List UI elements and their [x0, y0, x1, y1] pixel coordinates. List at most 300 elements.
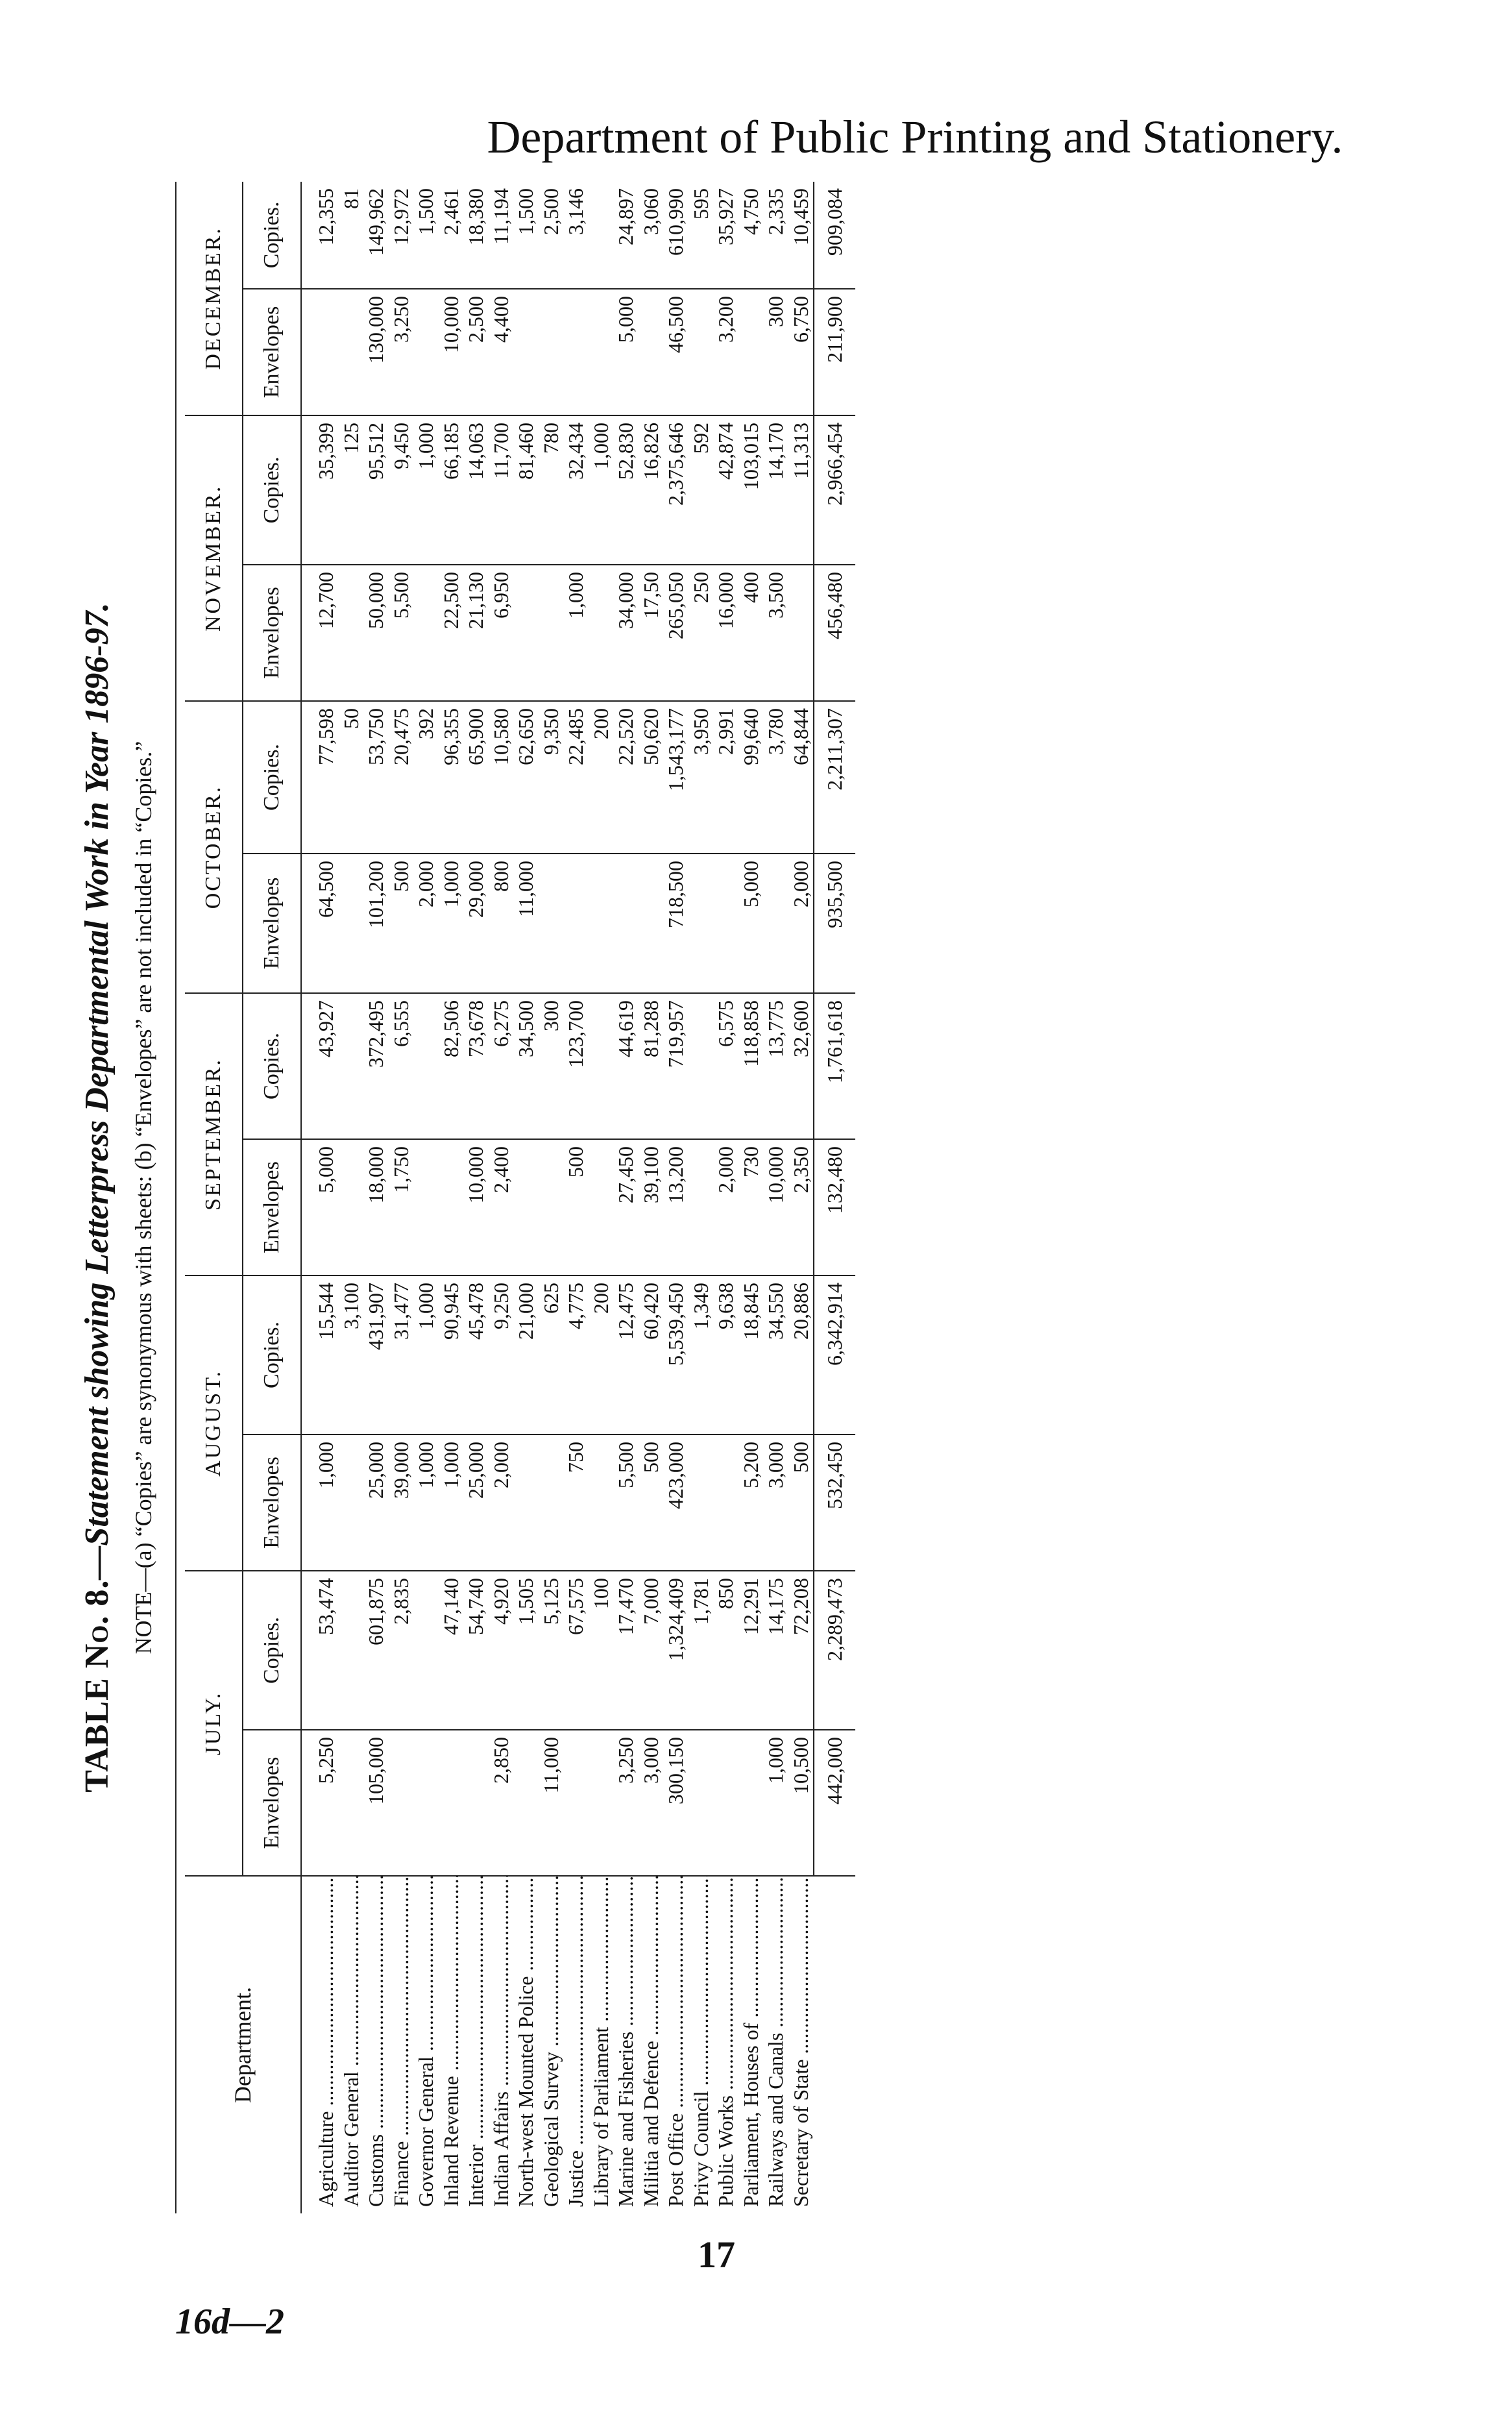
envelopes-cell: 250: [689, 565, 714, 701]
department-name-cell: [413, 1876, 439, 2213]
envelopes-cell: [513, 1730, 539, 1876]
envelopes-cell: 800: [489, 854, 514, 993]
envelopes-cell: 105,000: [363, 1730, 389, 1876]
department-name-cell: [738, 1876, 764, 2213]
copies-header: Copies.: [243, 701, 301, 854]
envelopes-cell: [563, 854, 589, 993]
envelopes-cell: 500: [639, 1434, 664, 1571]
envelopes-cell: 1,000: [563, 565, 589, 701]
copies-cell: 34,550: [763, 1275, 788, 1434]
table-row: [689, 182, 714, 2213]
department-name-cell: [713, 1876, 738, 2213]
copies-cell: 17,470: [613, 1571, 639, 1730]
copies-cell: 6,555: [389, 993, 414, 1139]
department-name: Public Works .....: [714, 1876, 737, 2207]
copies-cell: 3,146: [564, 188, 587, 235]
copies-cell: 62,650: [513, 701, 539, 854]
top-rule: [175, 182, 177, 2213]
copies-header: Copies.: [243, 182, 301, 289]
copies-cell: 200: [589, 1275, 614, 1434]
copies-cell: 18,845: [738, 1275, 764, 1434]
envelopes-cell: 1,000: [413, 1434, 439, 1571]
envelopes-cell: 1,000: [763, 1730, 788, 1876]
envelopes-cell: [463, 1730, 489, 1876]
envelopes-cell: [539, 1139, 564, 1275]
copies-cell: 149,962: [364, 188, 387, 256]
envelopes-cell: [763, 854, 788, 993]
copies-cell: 3,060: [639, 188, 663, 235]
envelopes-cell: [439, 1139, 464, 1275]
envelopes-cell: 500: [389, 854, 414, 993]
copies-cell: 200: [589, 701, 614, 854]
envelopes-cell: [513, 1139, 539, 1275]
envelopes-cell: 3,250: [389, 289, 414, 415]
envelopes-cell: [339, 1434, 364, 1571]
table-row: [363, 182, 389, 2213]
envelopes-cell: 2,000: [713, 1139, 738, 1275]
copies-cell: 72,208: [788, 1571, 814, 1730]
department-name-cell: [689, 1876, 714, 2213]
copies-cell: 12,972: [389, 188, 413, 245]
envelopes-cell: [301, 289, 339, 415]
table-row: [489, 182, 514, 2213]
envelopes-cell: 3,000: [639, 1730, 664, 1876]
table-row: [413, 182, 439, 2213]
copies-cell: [689, 993, 714, 1139]
table-row: [663, 182, 689, 2213]
copies-cell: 50,620: [639, 701, 664, 854]
table-row: [339, 182, 364, 2213]
table-row: [639, 182, 664, 2213]
envelopes-cell: 750: [563, 1434, 589, 1571]
copies-cell: 2,335: [764, 188, 787, 235]
envelopes-cell: 423,000: [663, 1434, 689, 1571]
envelopes-cell: [513, 565, 539, 701]
department-name: Library of Parliament .....: [589, 1876, 613, 2207]
copies-cell: 2,461: [439, 188, 463, 235]
copies-cell: 15,544: [301, 1275, 339, 1434]
total-cell: 6,342,914: [814, 1275, 855, 1434]
copies-cell: 96,355: [439, 701, 464, 854]
envelopes-cell: [513, 289, 539, 415]
envelopes-cell: 718,500: [663, 854, 689, 993]
envelopes-cell: [563, 289, 589, 415]
envelopes-cell: 1,000: [301, 1434, 339, 1571]
table-body: [301, 182, 855, 2213]
envelopes-cell: 300,150: [663, 1730, 689, 1876]
copies-cell: 77,598: [301, 701, 339, 854]
envelopes-cell: 101,200: [363, 854, 389, 993]
copies-cell: 67,575: [563, 1571, 589, 1730]
envelopes-cell: 10,500: [788, 1730, 814, 1876]
envelopes-cell: 2,350: [788, 1139, 814, 1275]
copies-cell: 1,505: [513, 1571, 539, 1730]
month-header-august: AUGUST.: [185, 1275, 243, 1571]
envelopes-cell: 17,50: [639, 565, 664, 701]
envelopes-cell: [513, 1434, 539, 1571]
envelopes-cell: 5,000: [301, 1139, 339, 1275]
copies-cell: 719,957: [663, 993, 689, 1139]
copies-cell: 5,539,450: [663, 1275, 689, 1434]
envelopes-cell: [539, 289, 564, 415]
envelopes-header: Envelopes: [243, 1434, 301, 1571]
copies-cell: 10,580: [489, 701, 514, 854]
envelopes-cell: 400: [738, 565, 764, 701]
department-column-header: Department.: [185, 1876, 301, 2213]
envelopes-cell: 5,000: [738, 854, 764, 993]
copies-cell: 9,638: [713, 1275, 738, 1434]
totals-row: [814, 182, 855, 2213]
table-row: [513, 182, 539, 2213]
copies-cell: 2,991: [713, 701, 738, 854]
envelopes-cell: [589, 1434, 614, 1571]
copies-cell: 125: [339, 415, 364, 565]
envelopes-cell: 265,050: [663, 565, 689, 701]
envelopes-cell: 2,850: [489, 1730, 514, 1876]
envelopes-cell: [413, 1730, 439, 1876]
envelopes-cell: 16,000: [713, 565, 738, 701]
envelopes-header: Envelopes: [243, 854, 301, 993]
copies-cell: 53,750: [363, 701, 389, 854]
copies-cell: 65,900: [463, 701, 489, 854]
envelopes-cell: 730: [738, 1139, 764, 1275]
copies-cell: [339, 993, 364, 1139]
table-title: [78, 182, 116, 2213]
envelopes-cell: [539, 565, 564, 701]
department-name: Geological Survey .....: [539, 1876, 563, 2207]
envelopes-cell: 25,000: [363, 1434, 389, 1571]
copies-cell: 9,450: [389, 415, 414, 565]
copies-cell: 45,478: [463, 1275, 489, 1434]
table-row: [613, 182, 639, 2213]
envelopes-cell: 6,750: [788, 289, 814, 415]
envelopes-cell: [738, 289, 764, 415]
copies-cell: 1,000: [589, 415, 614, 565]
department-name: Marine and Fisheries .....: [614, 1876, 637, 2207]
envelopes-cell: 1,000: [439, 1434, 464, 1571]
copies-cell: 431,907: [363, 1275, 389, 1434]
copies-cell: 20,886: [788, 1275, 814, 1434]
copies-cell: [413, 993, 439, 1139]
envelopes-cell: 2,000: [788, 854, 814, 993]
total-cell: 2,211,307: [814, 701, 855, 854]
month-header-september: SEPTEMBER.: [185, 993, 243, 1275]
department-name-cell: [463, 1876, 489, 2213]
envelopes-cell: [589, 1730, 614, 1876]
department-name-cell: [589, 1876, 614, 2213]
department-name: Privy Council .....: [689, 1876, 713, 2207]
envelopes-cell: 6,950: [489, 565, 514, 701]
envelopes-cell: 3,200: [713, 289, 738, 415]
copies-cell: 12,291: [738, 1571, 764, 1730]
copies-cell: 100: [589, 1571, 614, 1730]
copies-cell: [589, 182, 614, 289]
table-row: [763, 182, 788, 2213]
copies-cell: 123,700: [563, 993, 589, 1139]
envelopes-cell: 2,000: [489, 1434, 514, 1571]
totals-label-cell: [814, 1876, 855, 2213]
copies-cell: 850: [713, 1571, 738, 1730]
copies-cell: 64,844: [788, 701, 814, 854]
table-row: [589, 182, 614, 2213]
table-row: [301, 182, 339, 2213]
department-name-cell: [563, 1876, 589, 2213]
total-cell: 2,289,473: [814, 1571, 855, 1730]
envelopes-cell: [339, 289, 364, 415]
envelopes-cell: 2,400: [489, 1139, 514, 1275]
copies-cell: 9,350: [539, 701, 564, 854]
department-name: Auditor General .....: [339, 1876, 363, 2207]
envelopes-cell: [339, 1139, 364, 1275]
envelopes-cell: 34,000: [613, 565, 639, 701]
copies-cell: 60,420: [639, 1275, 664, 1434]
department-name-cell: [489, 1876, 514, 2213]
copies-cell: 372,495: [363, 993, 389, 1139]
department-name-cell: [788, 1876, 814, 2213]
copies-cell: 14,063: [463, 415, 489, 565]
copies-cell: 11,194: [489, 188, 513, 245]
copies-cell: 780: [539, 415, 564, 565]
copies-cell: 53,474: [301, 1571, 339, 1730]
department-name-cell: [339, 1876, 364, 2213]
envelopes-cell: 2,500: [463, 289, 489, 415]
copies-cell: [413, 1571, 439, 1730]
envelopes-cell: 3,250: [613, 1730, 639, 1876]
envelopes-cell: 39,000: [389, 1434, 414, 1571]
month-header-december: DECEMBER.: [185, 182, 243, 415]
department-name-cell: [439, 1876, 464, 2213]
envelopes-cell: [539, 1434, 564, 1571]
envelopes-cell: 64,500: [301, 854, 339, 993]
envelopes-header: Envelopes: [243, 289, 301, 415]
envelopes-cell: [563, 1730, 589, 1876]
copies-cell: 118,858: [738, 993, 764, 1139]
copies-cell: 24,897: [614, 188, 637, 245]
envelopes-cell: 5,250: [301, 1730, 339, 1876]
copies-cell: 595: [689, 188, 713, 219]
department-name-cell: [301, 1876, 339, 2213]
copies-cell: 12,355: [314, 188, 337, 245]
copies-cell: 95,512: [363, 415, 389, 565]
table-note-text: —(a) “Copies” are synonymous with sheets: (b) “Envelopes” are not included in “Copies.”: [130, 741, 156, 1592]
copies-cell: 54,740: [463, 1571, 489, 1730]
copies-cell: 2,375,646: [663, 415, 689, 565]
envelopes-cell: [689, 289, 714, 415]
copies-cell: 625: [539, 1275, 564, 1434]
copies-cell: 81,288: [639, 993, 664, 1139]
copies-cell: 90,945: [439, 1275, 464, 1434]
copies-cell: 35,927: [714, 188, 737, 245]
copies-cell: 21,000: [513, 1275, 539, 1434]
copies-cell: 12,475: [613, 1275, 639, 1434]
copies-cell: 81: [339, 188, 363, 209]
envelopes-cell: 500: [563, 1139, 589, 1275]
envelopes-cell: 46,500: [663, 289, 689, 415]
copies-cell: 610,990: [664, 188, 687, 256]
copies-cell: 66,185: [439, 415, 464, 565]
envelopes-cell: 21,130: [463, 565, 489, 701]
total-cell: 1,761,618: [814, 993, 855, 1139]
copies-cell: 1,000: [413, 415, 439, 565]
envelopes-cell: 1,000: [439, 854, 464, 993]
table-row: [788, 182, 814, 2213]
table-title-number: TABLE No. 8.: [79, 1579, 116, 1793]
copies-cell: 592: [689, 415, 714, 565]
department-name: North-west Mounted Police .....: [514, 1876, 537, 2207]
envelopes-cell: 11,000: [513, 854, 539, 993]
department-name-cell: [513, 1876, 539, 2213]
copies-cell: 11,700: [489, 415, 514, 565]
copies-cell: 13,775: [763, 993, 788, 1139]
statement-table: [185, 182, 855, 2213]
envelopes-cell: [788, 565, 814, 701]
copies-cell: 22,520: [613, 701, 639, 854]
department-name: Inland Revenue .....: [439, 1876, 463, 2207]
copies-cell: 43,927: [301, 993, 339, 1139]
envelopes-cell: 300: [763, 289, 788, 415]
department-name: Secretary of State .....: [789, 1876, 812, 2207]
department-name-cell: [663, 1876, 689, 2213]
page-header-title: Department of Public Printing and Stationery.: [487, 111, 1343, 163]
copies-cell: 4,775: [563, 1275, 589, 1434]
table-row: [713, 182, 738, 2213]
copies-cell: 20,475: [389, 701, 414, 854]
copies-cell: 10,459: [788, 188, 812, 245]
copies-header: Copies.: [243, 415, 301, 565]
envelopes-cell: [713, 1730, 738, 1876]
copies-cell: 18,380: [464, 188, 487, 245]
envelopes-cell: [613, 854, 639, 993]
department-name: Parliament, Houses of .....: [739, 1876, 762, 2207]
table-row: [463, 182, 489, 2213]
copies-cell: 9,250: [489, 1275, 514, 1434]
section-reference: 16d—2: [175, 2302, 284, 2342]
copies-cell: 1,324,409: [663, 1571, 689, 1730]
envelopes-cell: 4,400: [489, 289, 514, 415]
copies-cell: 103,015: [738, 415, 764, 565]
copies-cell: 16,826: [639, 415, 664, 565]
envelopes-header: Envelopes: [243, 1139, 301, 1275]
copies-cell: 7,000: [639, 1571, 664, 1730]
envelopes-cell: 18,000: [363, 1139, 389, 1275]
copies-header: Copies.: [243, 1571, 301, 1730]
envelopes-cell: [339, 854, 364, 993]
copies-cell: 14,170: [763, 415, 788, 565]
copies-cell: 99,640: [738, 701, 764, 854]
envelopes-cell: 3,000: [763, 1434, 788, 1571]
envelopes-cell: [689, 854, 714, 993]
table-row: [563, 182, 589, 2213]
department-name-cell: [389, 1876, 414, 2213]
envelopes-header: Envelopes: [243, 1730, 301, 1876]
copies-cell: 2,500: [539, 188, 563, 235]
copies-cell: 300: [539, 993, 564, 1139]
department-name: Militia and Defence .....: [639, 1876, 663, 2207]
copies-cell: 81,460: [513, 415, 539, 565]
copies-cell: 6,575: [713, 993, 738, 1139]
total-cell: 132,480: [814, 1139, 855, 1275]
copies-cell: 1,781: [689, 1571, 714, 1730]
copies-cell: 4,750: [738, 188, 762, 235]
envelopes-cell: [689, 1434, 714, 1571]
copies-cell: 1,500: [514, 188, 537, 235]
envelopes-cell: 5,500: [389, 565, 414, 701]
envelopes-cell: 1,750: [389, 1139, 414, 1275]
copies-cell: 47,140: [439, 1571, 464, 1730]
month-header-july: JULY.: [185, 1571, 243, 1876]
month-header-row: [185, 182, 243, 2213]
table-row: [738, 182, 764, 2213]
department-name: Agriculture .....: [314, 1876, 337, 2207]
table-row: [539, 182, 564, 2213]
envelopes-cell: [639, 289, 664, 415]
department-name-cell: [539, 1876, 564, 2213]
page-number: 17: [698, 2234, 735, 2276]
copies-cell: 34,500: [513, 993, 539, 1139]
copies-cell: [339, 1571, 364, 1730]
copies-cell: 4,920: [489, 1571, 514, 1730]
total-cell: 2,966,454: [814, 415, 855, 565]
copies-cell: 35,399: [301, 415, 339, 565]
copies-cell: [589, 993, 614, 1139]
envelopes-cell: 29,000: [463, 854, 489, 993]
department-name-cell: [763, 1876, 788, 2213]
envelopes-cell: [713, 1434, 738, 1571]
envelopes-cell: 10,000: [763, 1139, 788, 1275]
department-name: Post Office .....: [664, 1876, 687, 2207]
total-cell: 935,500: [814, 854, 855, 993]
copies-cell: 14,175: [763, 1571, 788, 1730]
copies-cell: 1,543,177: [663, 701, 689, 854]
department-name: Customs .....: [364, 1876, 387, 2207]
table-note: [130, 182, 157, 2213]
envelopes-cell: 3,500: [763, 565, 788, 701]
copies-cell: 2,835: [389, 1571, 414, 1730]
copies-cell: 52,830: [613, 415, 639, 565]
envelopes-cell: [738, 1730, 764, 1876]
envelopes-cell: 13,200: [663, 1139, 689, 1275]
envelopes-cell: [689, 1730, 714, 1876]
copies-cell: 22,485: [563, 701, 589, 854]
rotated-table-block: [78, 182, 1116, 2213]
copies-cell: 5,125: [539, 1571, 564, 1730]
copies-cell: 42,874: [713, 415, 738, 565]
department-name-cell: [613, 1876, 639, 2213]
table-title-text: —Statement showing Letterpress Departmental Work in Year 1896-97.: [79, 602, 116, 1580]
department-name-cell: [639, 1876, 664, 2213]
copies-cell: 11,313: [788, 415, 814, 565]
envelopes-cell: [589, 1139, 614, 1275]
envelopes-cell: [689, 1139, 714, 1275]
total-cell: 909,084: [814, 182, 855, 289]
copies-cell: 44,619: [613, 993, 639, 1139]
copies-cell: 3,100: [339, 1275, 364, 1434]
copies-cell: 6,275: [489, 993, 514, 1139]
department-name: Governor General .....: [414, 1876, 437, 2207]
table-note-label: NOTE: [130, 1592, 156, 1655]
department-name-cell: [363, 1876, 389, 2213]
envelopes-cell: 39,100: [639, 1139, 664, 1275]
copies-cell: 31,477: [389, 1275, 414, 1434]
envelopes-cell: [539, 854, 564, 993]
department-name: Indian Affairs .....: [489, 1876, 513, 2207]
envelopes-cell: [339, 565, 364, 701]
envelopes-cell: 50,000: [363, 565, 389, 701]
envelopes-cell: 27,450: [613, 1139, 639, 1275]
envelopes-cell: [639, 854, 664, 993]
total-cell: 211,900: [814, 289, 855, 415]
copies-cell: 1,349: [689, 1275, 714, 1434]
